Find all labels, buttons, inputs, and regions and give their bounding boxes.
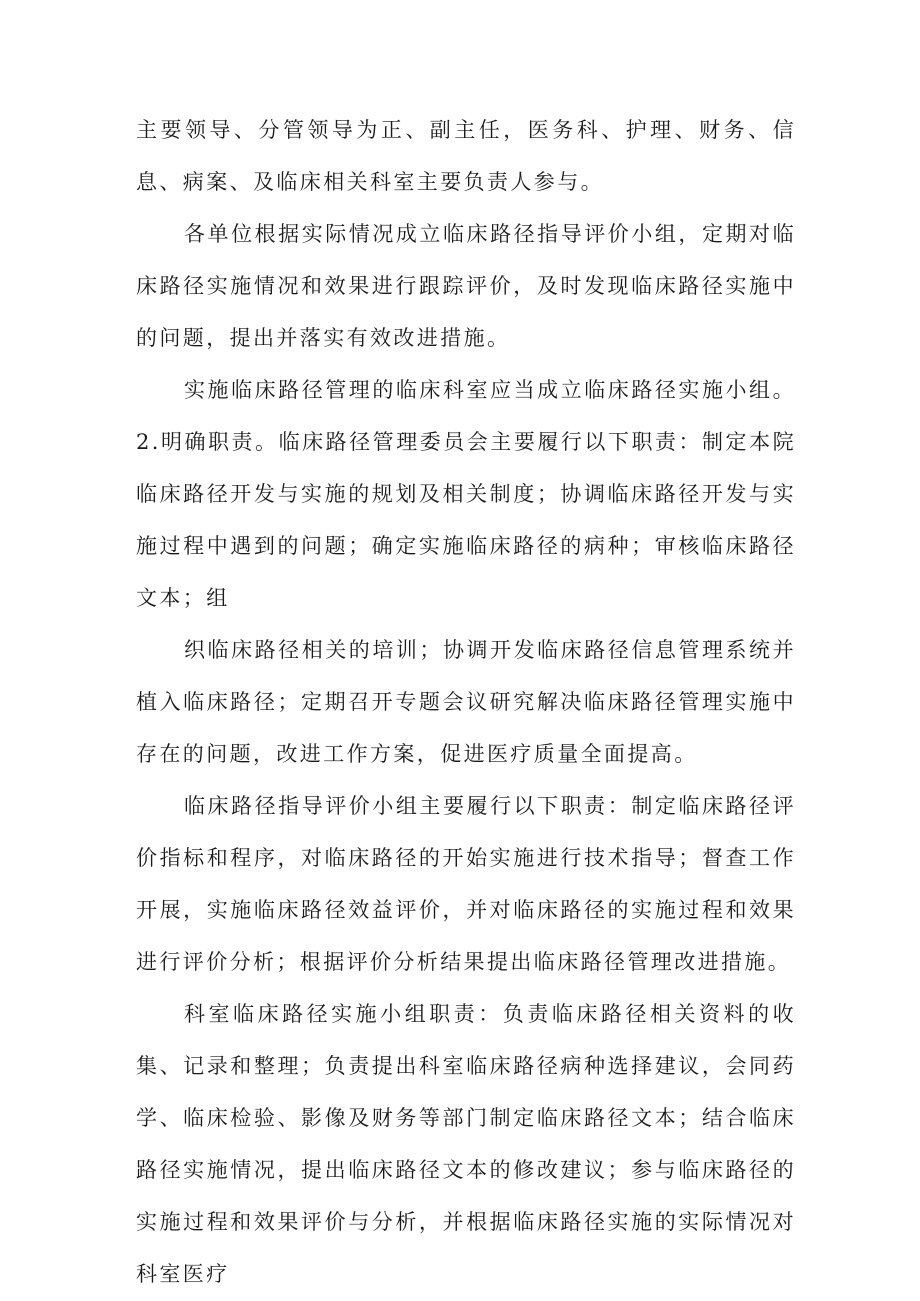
paragraph-6: 科室临床路径实施小组职责：负责临床路径相关资料的收集、记录和整理；负责提出科室临床路径病种选择建议，会同药学、临床检验、影像及财务等部门制定临床路径文本；结合临床路径实施情况，提出临床路径文本的修改建议；参与临床路径的实施过程和效果评价与分析，并根据临床路径实施的实际情况对科室医疗: [136, 1002, 796, 1286]
paragraph-2: 各单位根据实际情况成立临床路径指导评价小组，定期对临床路径实施情况和效果进行跟踪评价，及时发现临床路径实施中的问题，提出并落实有效改进措施。: [136, 222, 796, 350]
paragraph-3: 实施临床路径管理的临床科室应当成立临床路径实施小组。2.明确职责。临床路径管理委员会主要履行以下职责：制定本院临床路径开发与实施的规划及相关制度；协调临床路径开发与实施过程中遇到的问题；确定实施临床路径的病种；审核临床路径文本；组: [136, 378, 796, 610]
document-body: [136, 104, 796, 1300]
paragraph-5: 临床路径指导评价小组主要履行以下职责：制定临床路径评价指标和程序，对临床路径的开始实施进行技术指导；督查工作开展，实施临床路径效益评价，并对临床路径的实施过程和效果进行评价分析；根据评价分析结果提出临床路径管理改进措施。: [136, 794, 796, 974]
paragraph-4: 织临床路径相关的培训；协调开发临床路径信息管理系统并植入临床路径；定期召开专题会议研究解决临床路径管理实施中存在的问题，改进工作方案，促进医疗质量全面提高。: [136, 638, 796, 766]
paragraph-1: 主要领导、分管领导为正、副主任，医务科、护理、财务、信息、病案、及临床相关科室主要负责人参与。: [136, 118, 796, 194]
